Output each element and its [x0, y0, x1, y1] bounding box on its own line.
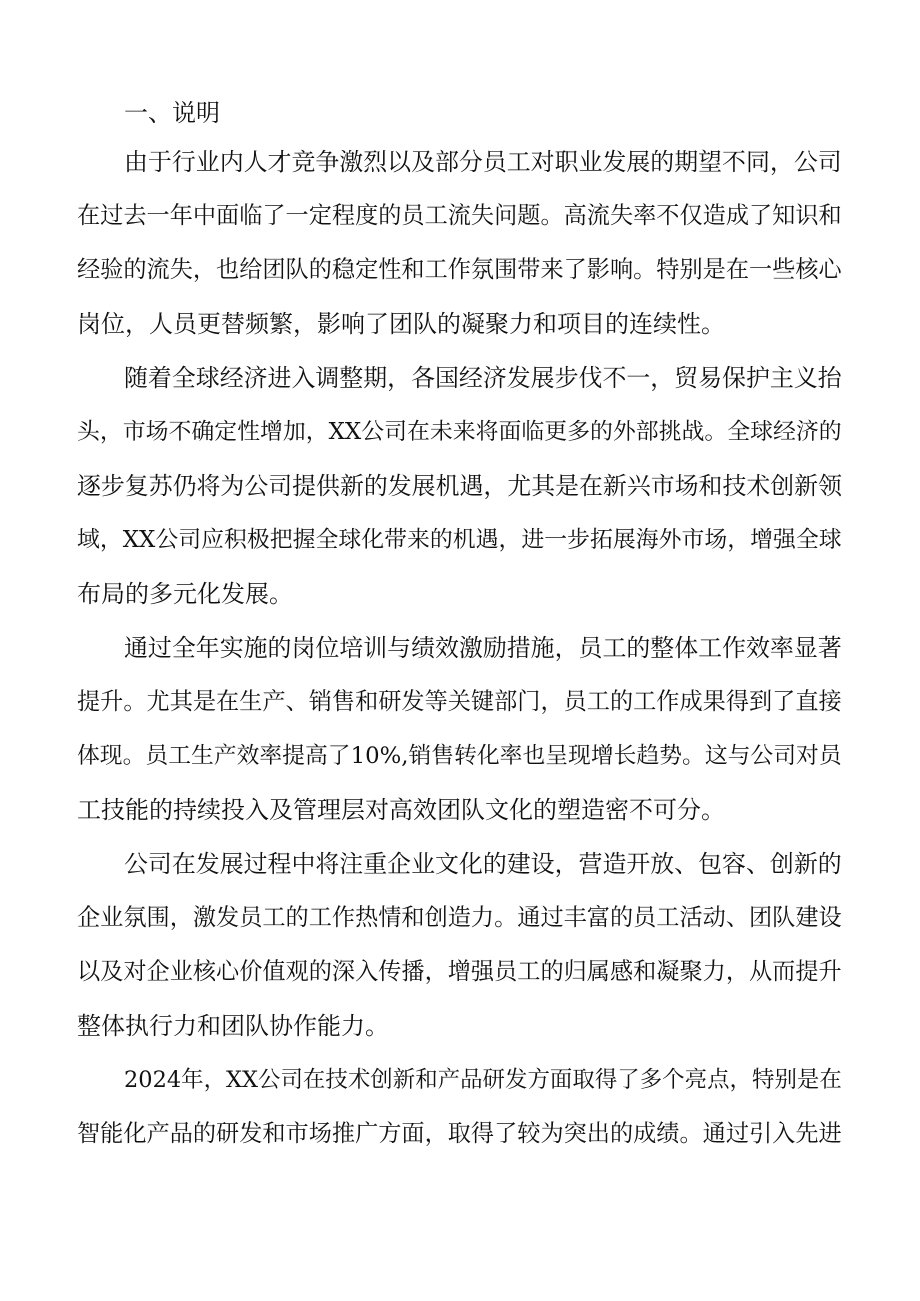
paragraph-5-line-1: 2024年，XX公司在技术创新和产品研发方面取得了多个亮点，特别是在	[124, 1067, 842, 1093]
paragraph-1-line-1: 由于行业内人才竞争激烈以及部分员工对职业发展的期望不同，公司	[124, 148, 842, 176]
paragraph-2-line-1: 随着全球经济进入调整期，各国经济发展步伐不一，贸易保护主义抬	[124, 364, 842, 392]
paragraph-2-line-5: 布局的多元化发展。	[77, 580, 293, 608]
paragraph-4-line-2: 企业氛围，激发员工的工作热情和创造力。通过丰富的员工活动、团队建设	[77, 904, 842, 931]
paragraph-4-line-3: 以及对企业核心价值观的深入传播，增强员工的归属感和凝聚力，从而提升	[77, 958, 842, 985]
paragraph-3-line-2: 提升。尤其是在生产、销售和研发等关键部门，员工的工作成果得到了直接	[77, 688, 842, 715]
paragraph-1-line-3: 经验的流失，也给团队的稳定性和工作氛围带来了影响。特别是在一些核心	[77, 256, 842, 283]
paragraph-1-line-2: 在过去一年中面临了一定程度的员工流失问题。高流失率不仅造成了知识和	[77, 202, 842, 229]
section-heading: 一、说明	[124, 99, 220, 127]
paragraph-3-line-3: 体现。员工生产效率提高了10%,销售转化率也呈现增长趋势。这与公司对员	[77, 743, 842, 769]
paragraph-4-line-4: 整体执行力和团队协作能力。	[77, 1012, 389, 1040]
paragraph-1-line-4: 岗位，人员更替频繁，影响了团队的凝聚力和项目的连续性。	[77, 310, 725, 338]
paragraph-2-line-2: 头，市场不确定性增加，XX公司在未来将面临更多的外部挑战。全球经济的	[77, 419, 842, 445]
paragraph-4-line-1: 公司在发展过程中将注重企业文化的建设，营造开放、包容、创新的	[124, 850, 842, 878]
paragraph-2-line-3: 逐步复苏仍将为公司提供新的发展机遇，尤其是在新兴市场和技术创新领	[77, 472, 842, 500]
paragraph-2-line-4: 域，XX公司应积极把握全球化带来的机遇，进一步拓展海外市场，增强全球	[77, 527, 842, 553]
paragraph-3-line-4: 工技能的持续投入及管理层对高效团队文化的塑造密不可分。	[77, 796, 725, 824]
paragraph-5-line-2: 智能化产品的研发和市场推广方面，取得了较为突出的成绩。通过引入先进	[77, 1120, 842, 1147]
paragraph-3-line-1: 通过全年实施的岗位培训与绩效激励措施，员工的整体工作效率显著	[124, 634, 842, 662]
